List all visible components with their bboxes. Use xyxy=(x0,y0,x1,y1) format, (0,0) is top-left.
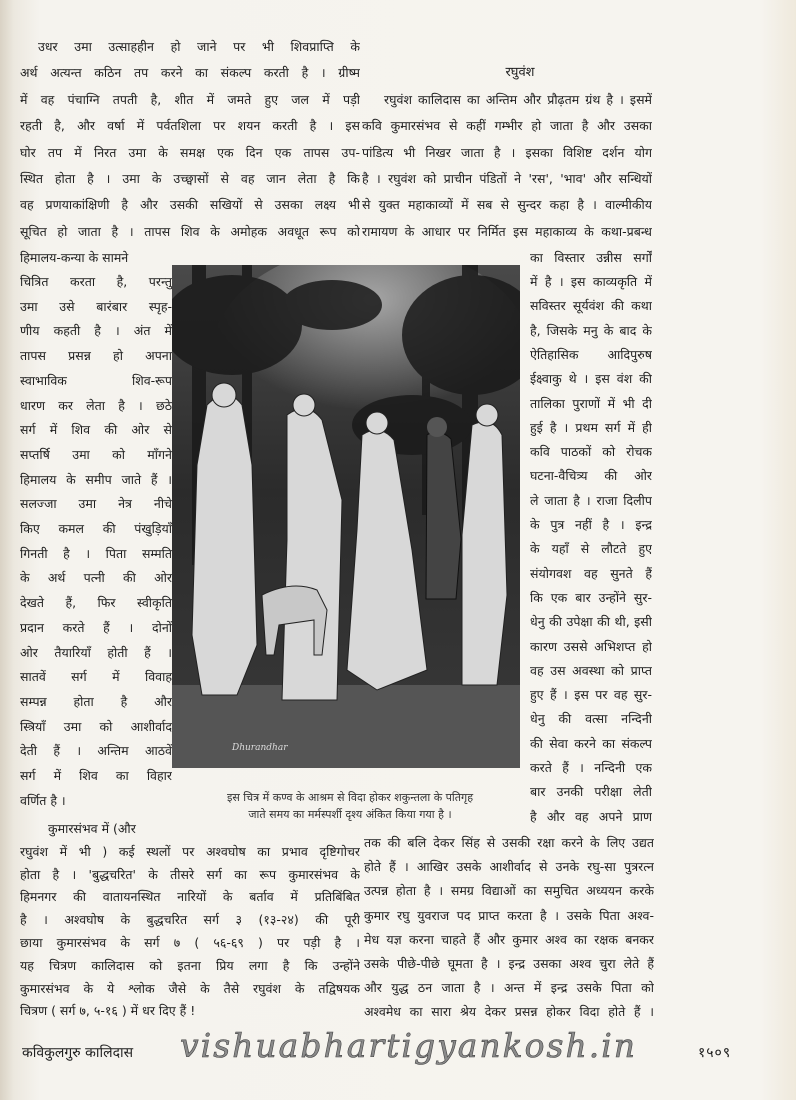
right-column-line: के यहाँ से लौटते हुए xyxy=(530,541,652,557)
right-column-line: करते हैं । नन्दिनी एक xyxy=(530,760,652,775)
right-column-line: धेनु की वत्सा नन्दिनी xyxy=(530,711,652,727)
watermark: vishuabhartigyankosh.in xyxy=(180,1026,638,1065)
right-column-line: घटना-वैचित्र्य की ओर xyxy=(530,468,652,484)
left-bottom-paragraph-line: कुमारसंभव के ये श्लोक जैसे के तैसे रघुवंश के तद्विषयक xyxy=(20,980,360,996)
left-column-line: स्वाभाविक शिव-रूप xyxy=(20,372,172,388)
right-column-line: है और वह अपने प्राण xyxy=(530,808,652,824)
right-column-line: ईक्ष्वाकु थे । इस वंश की xyxy=(530,371,652,387)
running-footer-book-title: कविकुलगुरु कालिदास xyxy=(22,1045,134,1061)
left-column-line: प्रदान करते हैं । दोनों xyxy=(20,619,172,635)
right-top-paragraph-line: का विस्तार उन्नीस सर्गों xyxy=(530,249,652,265)
left-column-line: णीय कहती है । अंत में xyxy=(20,323,172,339)
right-top-paragraph-line: पांडित्य भी निखर जाता है । इसका विशिष्ट दर्शन योग xyxy=(362,144,652,160)
left-column-line: गिनती है । पिता सम्मति xyxy=(20,545,172,561)
left-bottom-paragraph-line: कुमारसंभव में (और xyxy=(48,821,136,836)
left-top-paragraph-line: रहती है, और वर्षा में पर्वतशिला पर शयन करती है । इस xyxy=(20,118,360,134)
right-column-line: हुई है । प्रथम सर्ग में ही xyxy=(530,419,652,435)
left-top-paragraph-line: स्थित होता है । उमा के उच्छ्वासों से वह जान लेता है कि xyxy=(20,171,360,186)
right-bottom-paragraph-line: कुमार रघु युवराज पद प्राप्त करता है । उसके पिता अश्व- xyxy=(364,907,654,923)
left-column-line: सर्ग में शिव का विहार xyxy=(20,768,172,783)
left-top-paragraph-line: सूचित हो जाता है । तापस शिव के अमोहक अवधूत रूप को xyxy=(20,223,360,239)
left-column-line: चित्रित करता है, परन्तु xyxy=(20,274,172,289)
left-top-paragraph-line: अर्थ अत्यन्त कठिन तप करने का संकल्प करती है । ग्रीष्म xyxy=(20,65,360,81)
left-bottom-paragraph-line: यह चित्रण कालिदास को इतना प्रिय लगा है कि उन्होंने xyxy=(20,957,360,973)
right-top-paragraph-line: से युक्त महाकाव्यों में सब से सुन्दर कहा है । वाल्मीकीय xyxy=(362,197,652,213)
right-bottom-paragraph-line: तक की बलि देकर सिंह से उसकी रक्षा करने के लिए उद्यत xyxy=(364,835,654,850)
right-column-line: तालिका पुराणों में भी दी xyxy=(530,395,652,411)
left-top-paragraph-line: उधर उमा उत्साहहीन हो जाने पर भी शिवप्राप्ति के xyxy=(38,39,360,54)
right-top-paragraph-line: है । रघुवंश को प्राचीन पंडितों ने 'रस', 'भाव' और सन्धियों xyxy=(362,170,652,186)
right-top-paragraph-line: रामायण के आधार पर निर्मित इस महाकाव्य के कथा-प्रबन्ध xyxy=(362,223,652,239)
right-column-line: ले जाता है । राजा दिलीप xyxy=(530,492,652,508)
left-column-line: देखते हैं, फिर स्वीकृति xyxy=(20,595,172,611)
left-column-line: स्त्रियाँ उमा को आशीर्वाद xyxy=(20,718,172,734)
right-column-line: कवि पाठकों को रोचक xyxy=(530,444,652,460)
right-column-line: संयोगवश वह सुनते हैं xyxy=(530,565,652,581)
left-column-line: हिमालय के समीप जाते हैं । xyxy=(20,471,172,487)
right-column-line: बार उनकी परीक्षा लेती xyxy=(530,784,652,800)
right-bottom-paragraph-line: और युद्ध ठन जाता है । अन्त में इन्द्र उसके पिता को xyxy=(364,980,654,996)
left-top-paragraph-line: वह प्रणयाकांक्षिणी है और उसकी सखियों से उसका लक्ष्य भी xyxy=(20,197,360,213)
left-column-line: सलज्जा उमा नेत्र नीचे xyxy=(20,496,172,512)
right-bottom-paragraph-line: उत्पन्न होता है । समग्र विद्याओं का समुचित अध्ययन करके xyxy=(364,883,654,899)
left-column-line: देती हैं । अन्तिम आठवें xyxy=(20,743,172,759)
right-column-line: हुए हैं । इस पर वह सुर- xyxy=(530,687,652,703)
left-column-line: तापस प्रसन्न हो अपना xyxy=(20,348,172,364)
right-column-line: की सेवा करने का संकल्प xyxy=(530,735,652,751)
left-bottom-paragraph-line: है । अश्वघोष के बुद्धचरित सर्ग ३ (१३-२४) की पूरी xyxy=(20,912,360,928)
left-bottom-paragraph-line: रघुवंश में भी ) कई स्थलों पर अश्वघोष का प्रभाव दृष्टिगोचर xyxy=(20,843,360,859)
left-top-paragraph-line: घोर तप में निरत उमा के समक्ष एक दिन एक तापस उप- xyxy=(20,144,360,160)
right-column-line: के पुत्र नहीं है । इन्द्र xyxy=(530,517,652,532)
left-bottom-paragraph-line: हिमनगर की वातायनस्थित नारियों के बर्ताव में प्रतिबिंबित xyxy=(20,889,360,905)
right-column-line: ऐतिहासिक आदिपुरुष xyxy=(530,346,652,362)
right-bottom-paragraph-line: मेध यज्ञ करना चाहते हैं और कुमार अश्व का रक्षक बनकर xyxy=(364,931,654,947)
left-column-line: वर्णित है । xyxy=(20,792,66,808)
right-column-line: धेनु की उपेक्षा की थी, इसी xyxy=(530,614,652,630)
illustration-shakuntala-farewell xyxy=(172,265,520,768)
left-column-line: ओर तैयारियाँ होती हैं । xyxy=(20,644,172,660)
left-column-line: धारण कर लेता है । छठे xyxy=(20,397,172,413)
right-top-paragraph-line: कवि कुमारसंभव से कहीं गम्भीर हो जाता है और उसका xyxy=(362,118,652,134)
left-top-paragraph-line: में वह पंचाग्नि तपती है, शीत में जमते हुए जल में पड़ी xyxy=(20,91,360,107)
right-column-line: वह उस अवस्था को प्राप्त xyxy=(530,662,652,678)
left-top-paragraph-line: हिमालय-कन्या के सामने xyxy=(20,250,129,266)
right-bottom-paragraph-line: होते हैं । आखिर उसके आशीर्वाद से उनके रघु-सा पुत्ररत्न xyxy=(364,859,654,875)
right-column-line: कि एक बार उन्होंने सुर- xyxy=(530,589,652,605)
illustration-image xyxy=(172,265,520,768)
right-column-line: कारण उससे अभिशप्त हो xyxy=(530,638,652,654)
left-column-line: उमा उसे बारंबार स्पृह- xyxy=(20,298,172,314)
left-column-line: किए कमल की पंखुड़ियाँ xyxy=(20,521,172,536)
illustration-caption-line: जाते समय का मर्मस्पर्शी दृश्य अंकित किया गया है । xyxy=(248,808,452,821)
left-column-line: सप्तर्षि उमा को माँगने xyxy=(20,446,172,462)
left-column-line: सातवें सर्ग में विवाह xyxy=(20,669,172,685)
left-column-line: के अर्थ पत्नी की ओर xyxy=(20,570,172,586)
left-bottom-paragraph-line: छाया कुमारसंभव के सर्ग ७ ( ५६-६९ ) पर पड़ी है । xyxy=(20,935,360,950)
illustration-caption-line: इस चित्र में कण्व के आश्रम से विदा होकर शकुन्तला के पतिगृह xyxy=(226,791,474,804)
left-column-line: सम्पन्न होता है और xyxy=(20,693,172,709)
right-column-line: है, जिसके मनु के बाद के xyxy=(530,322,652,338)
right-bottom-paragraph-line: अश्वमेध का सारा श्रेय देकर प्रसन्न होकर विदा होते हैं । xyxy=(364,1004,654,1020)
section-title: रघुवंश xyxy=(505,65,535,80)
left-bottom-paragraph-line: चित्रण ( सर्ग ७, ५-१६ ) में धर दिए हैं ! xyxy=(20,1003,196,1019)
page-number: १५०९ xyxy=(698,1045,732,1061)
illustration-signature: Dhurandhar xyxy=(232,743,288,753)
right-column-line: सविस्तर सूर्यवंश की कथा xyxy=(530,298,652,314)
right-column-line: में है । इस काव्यकृति में xyxy=(530,274,652,289)
right-top-paragraph-line: रघुवंश कालिदास का अन्तिम और प्रौढ़तम ग्रंथ है । इसमें xyxy=(384,92,652,107)
left-bottom-paragraph-line: होता है । 'बुद्धचरित' के तीसरे सर्ग का रूप कुमारसंभव के xyxy=(20,866,360,882)
right-bottom-paragraph-line: उसके पीछे-पीछे घूमता है । इन्द्र उसका अश्व चुरा लेते हैं xyxy=(364,956,654,971)
left-column-line: सर्ग में शिव की ओर से xyxy=(20,422,172,438)
